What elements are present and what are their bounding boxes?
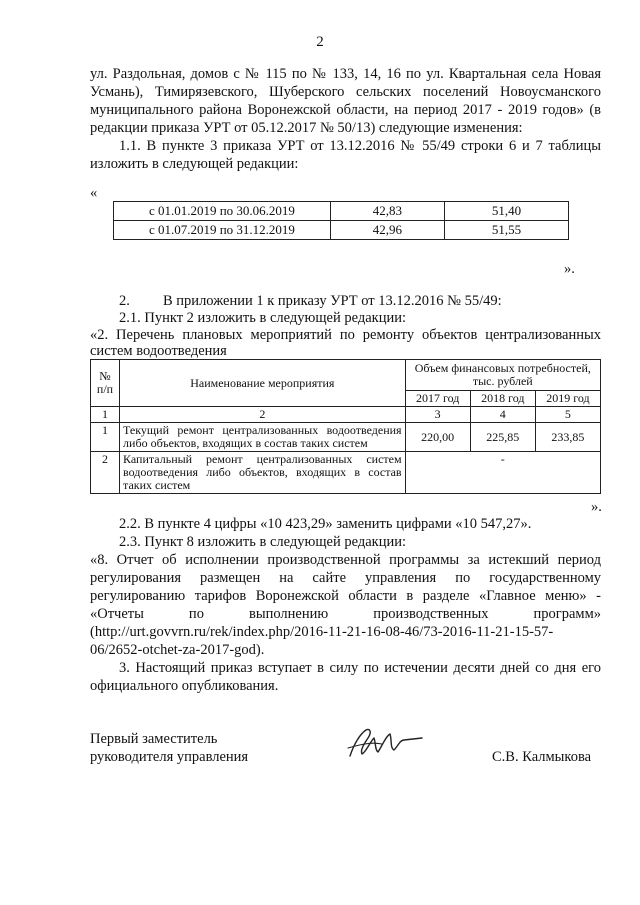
item-8-line-6: 06/2652-otchet-za-2017-god). xyxy=(90,642,265,658)
handwritten-signature xyxy=(342,722,432,768)
item-3-line-2: официального опубликования. xyxy=(90,678,279,694)
intro-line-4: редакции приказа УРТ от 05.12.2017 № 50/13) следующие изменения: xyxy=(90,120,523,136)
header-year: 2017 год xyxy=(405,391,470,407)
table-row xyxy=(91,423,601,452)
header-year: 2019 год xyxy=(535,391,600,407)
table-header-row xyxy=(91,360,601,391)
table-cell: 42,96 xyxy=(330,221,444,240)
table-cell: Текущий ремонт централизованных водоотведения либо объектов, входящих в состав таких систем xyxy=(120,423,406,452)
table-row xyxy=(91,452,601,494)
item-8-line-4: «Отчеты по выполнению производственных программ» xyxy=(90,606,601,622)
intro-line-1: ул. Раздольная, домов с № 115 по № 133, 14, 16 по ул. Квартальная села Новая xyxy=(90,66,601,82)
table-cell: 2 xyxy=(91,452,120,494)
table-cell: 5 xyxy=(535,407,600,423)
item-2-3: 2.3. Пункт 8 изложить в следующей редакции: xyxy=(119,534,407,550)
list-title-line-1: «2. Перечень плановых мероприятий по ремонту объектов централизованных xyxy=(90,327,601,343)
table-cell: 51,40 xyxy=(444,202,568,221)
table-cell: Капитальный ремонт централизованных систем водоотведения либо объектов, входящих в состав таких систем xyxy=(120,452,406,494)
table-cell: 220,00 xyxy=(405,423,470,452)
item-8-line-2: регулирования размещен на сайте управления по государственному xyxy=(90,570,601,586)
close-quote: ». xyxy=(591,499,602,515)
item-8-line-1: «8. Отчет об исполнении производственной программы за истекший период xyxy=(90,552,601,568)
header-budget: Объем финансовых потребностей, тыс. рублей xyxy=(405,360,600,391)
page-number: 2 xyxy=(316,34,324,50)
header-year: 2018 год xyxy=(470,391,535,407)
table-index-row xyxy=(91,407,601,423)
section-2-number: 2. xyxy=(119,293,130,309)
signer-title-line-2: руководителя управления xyxy=(90,749,249,765)
intro-line-2: Усмань), Тимирязевского, Шуберского сельских поселений Новоусманского xyxy=(90,84,601,100)
table-cell: с 01.07.2019 по 31.12.2019 xyxy=(114,221,331,240)
open-quote: « xyxy=(90,185,98,201)
close-quote: ». xyxy=(564,261,575,277)
table-row xyxy=(114,202,569,221)
list-title-line-2: систем водоотведения xyxy=(90,343,227,359)
header-name: Наименование мероприятия xyxy=(120,360,406,407)
item-8-line-3: регулированию тарифов Воронежской области в разделе «Главное меню» - xyxy=(90,588,601,604)
table-cell: 42,83 xyxy=(330,202,444,221)
table-cell: 1 xyxy=(91,407,120,423)
section-2-heading: В приложении 1 к приказу УРТ от 13.12.2016 № 55/49: xyxy=(163,293,502,309)
table-cell: 4 xyxy=(470,407,535,423)
intro-line-3: муниципального района Воронежской области, на период 2017 - 2019 годов» (в xyxy=(90,102,601,118)
tariff-table xyxy=(113,201,569,240)
signer-title-line-1: Первый заместитель xyxy=(90,731,218,747)
signer-name: С.В. Калмыкова xyxy=(492,749,592,765)
table-cell: - xyxy=(405,452,600,494)
table-cell: с 01.01.2019 по 30.06.2019 xyxy=(114,202,331,221)
header-num: № п/п xyxy=(91,360,120,407)
table-cell: 1 xyxy=(91,423,120,452)
table-cell: 233,85 xyxy=(535,423,600,452)
measures-table xyxy=(90,359,601,494)
table-cell: 3 xyxy=(405,407,470,423)
item-2-2: 2.2. В пункте 4 цифры «10 423,29» заменить цифрами «10 547,27». xyxy=(119,516,532,532)
item-3-line-1: 3. Настоящий приказ вступает в силу по истечении десяти дней со дня его xyxy=(119,660,601,676)
item-1-1-line-2: изложить в следующей редакции: xyxy=(90,156,299,172)
item-1-1-line-1: 1.1. В пункте 3 приказа УРТ от 13.12.2016 № 55/49 строки 6 и 7 таблицы xyxy=(119,138,601,154)
table-cell: 51,55 xyxy=(444,221,568,240)
item-2-1: 2.1. Пункт 2 изложить в следующей редакции: xyxy=(119,310,407,326)
item-8-line-5: (http://urt.govvrn.ru/rek/index.php/2016-11-21-16-08-46/73-2016-11-21-15-57- xyxy=(90,624,554,640)
table-cell: 2 xyxy=(120,407,406,423)
table-row xyxy=(114,221,569,240)
table-cell: 225,85 xyxy=(470,423,535,452)
